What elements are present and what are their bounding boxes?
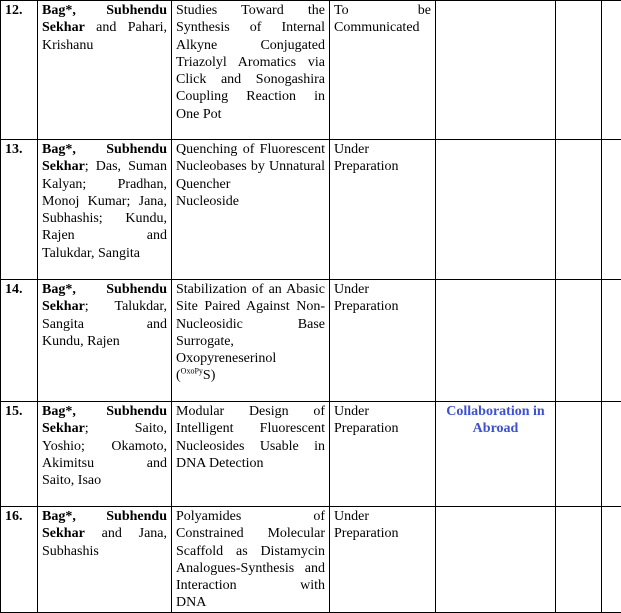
title-last-line: One Pot <box>176 106 222 122</box>
authors-last-line: Kundu, Rajen <box>42 333 120 349</box>
row-number: 12. <box>1 1 38 140</box>
title-cell <box>172 140 330 280</box>
status-cell <box>330 1 436 140</box>
note-cell <box>436 507 556 613</box>
row-number: 14. <box>1 280 38 402</box>
authors-rest: and Jana, <box>84 526 167 542</box>
author-bold: Bag*, Subhendu Sekhar <box>42 142 167 175</box>
title-text: Polyamides of Constrained Molecular Scaffold as Distamycin Analogues-Synthesis and Interaction with <box>176 509 325 594</box>
row-number: 16. <box>1 507 38 613</box>
status-text: Under <box>334 142 369 157</box>
empty-cell <box>602 1 621 140</box>
paren-open: ( <box>176 368 181 384</box>
author-bold: Bag*, Subhendu Sekhar <box>42 282 167 315</box>
note-cell <box>436 140 556 280</box>
authors-last-line: Subhashis <box>42 543 99 559</box>
empty-cell <box>556 507 602 613</box>
title-last-line: DNA <box>176 595 207 611</box>
status-cell <box>330 140 436 280</box>
title-text: Stabilization of an Abasic Site Paired Against Non-Nucleosidic Base <box>176 282 325 332</box>
authors-cell <box>38 402 172 507</box>
status-cell <box>330 402 436 507</box>
author-bold: Bag*, Subhendu Sekhar <box>42 3 167 36</box>
collaboration-note: Collaboration in Abroad <box>436 402 556 507</box>
table-row <box>1 280 621 402</box>
author-bold: Bag*, Subhendu Sekhar <box>42 404 167 437</box>
table-row <box>1 507 621 613</box>
author-bold: Bag*, Subhendu Sekhar <box>42 509 167 542</box>
status-cell <box>330 507 436 613</box>
title-cell <box>172 280 330 402</box>
title-superscript: OxoPy <box>180 366 203 376</box>
status-text: Under <box>334 282 369 297</box>
title-cell <box>172 507 330 613</box>
authors-cell <box>38 507 172 613</box>
status-text: Under <box>334 509 369 524</box>
note-cell <box>436 1 556 140</box>
status-last-line: Preparation <box>334 159 399 175</box>
authors-cell <box>38 280 172 402</box>
empty-cell <box>602 402 621 507</box>
empty-cell <box>602 140 621 280</box>
empty-cell <box>602 280 621 402</box>
title-sup-tail: S) <box>202 368 216 384</box>
status-last-line: Preparation <box>334 421 399 437</box>
title-line: Surrogate, <box>176 333 234 349</box>
table-row <box>1 140 621 280</box>
authors-rest: ; Saito, Yoshio; Okamoto, Akimitsu and <box>42 421 167 471</box>
title-cell <box>172 1 330 140</box>
empty-cell <box>556 402 602 507</box>
status-text: Under <box>334 404 369 419</box>
note-cell <box>436 280 556 402</box>
status-text: To be <box>334 3 431 18</box>
authors-last-line: Talukdar, Sangita <box>42 245 140 261</box>
status-last-line: Preparation <box>334 299 399 315</box>
authors-last-line: Saito, Isao <box>42 473 102 489</box>
status-last-line: Preparation <box>334 526 399 542</box>
title-text: Quenching of Fluorescent Nucleobases by Unnatural Quencher <box>176 142 325 192</box>
authors-rest: and Pahari, Krishanu <box>42 20 167 53</box>
empty-cell <box>556 280 602 402</box>
title-sup-line <box>176 367 325 384</box>
empty-cell <box>556 1 602 140</box>
title-text: Modular Design of Intelligent Fluorescent Nucleosides Usable in <box>176 404 325 454</box>
row-number: 15. <box>1 402 38 507</box>
row-number: 13. <box>1 140 38 280</box>
authors-rest: ; Das, Suman Kalyan; Pradhan, Monoj Kumar; Jana, Subhashis; Kundu, Rajen and <box>42 159 167 244</box>
empty-cell <box>556 140 602 280</box>
title-last-line: DNA Detection <box>176 455 264 471</box>
status-last-line: Communicated <box>334 20 420 36</box>
table-row <box>1 1 621 140</box>
authors-cell <box>38 1 172 140</box>
empty-cell <box>602 507 621 613</box>
title-line: Oxopyreneserinol <box>176 351 277 367</box>
table-row <box>1 402 621 507</box>
title-text: Studies Toward the Synthesis of Internal Alkyne Conjugated Triazolyl Aromatics via Click and Sonogashira Coupling Reaction in <box>176 3 325 105</box>
authors-cell <box>38 140 172 280</box>
title-cell <box>172 402 330 507</box>
authors-rest: ; Talukdar, Sangita and <box>42 299 167 332</box>
title-last-line: Nucleoside <box>176 193 239 209</box>
status-cell <box>330 280 436 402</box>
